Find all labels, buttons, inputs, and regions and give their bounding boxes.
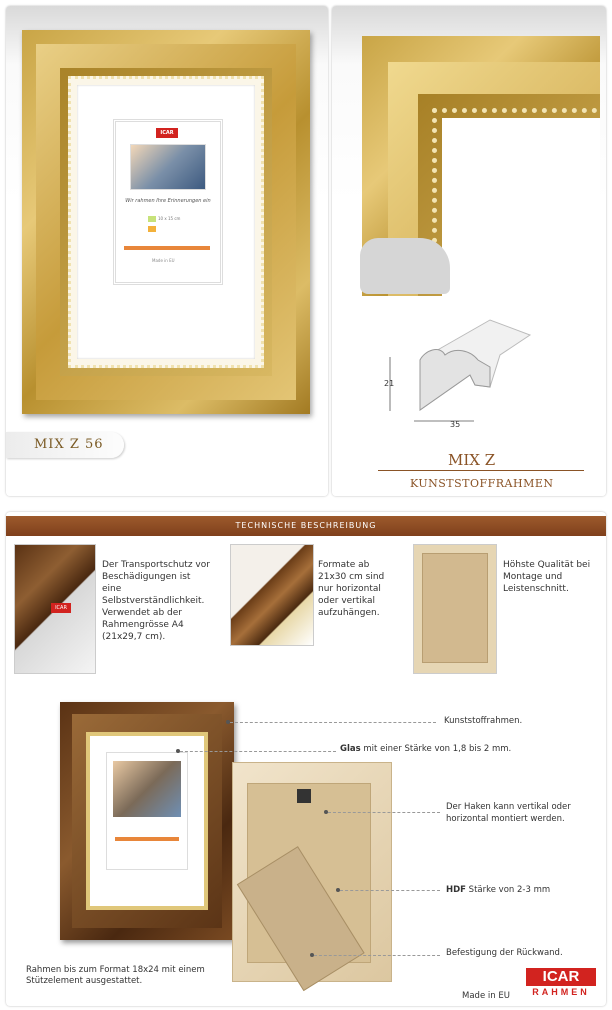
profile-height-label: 21: [384, 379, 395, 388]
brown-frame-front-image: [60, 702, 234, 940]
title-divider: [378, 470, 584, 471]
insert-photo: [130, 144, 206, 190]
insert-logo: ICAR: [156, 128, 178, 138]
callout-glass: [340, 744, 511, 754]
insert-card: [113, 119, 223, 285]
quality-text: Höhste Qualität bei Montage und Leistenschnitt.: [503, 560, 591, 594]
back-board-large-image: [232, 762, 392, 982]
frame-corner-closeup-image: [340, 16, 600, 296]
callout-hook: Der Haken kann vertikal oder horizontal montiert werden.: [446, 802, 571, 824]
icar-logo-top: ICAR: [526, 968, 596, 986]
profile-drawing: [380, 315, 540, 435]
icar-logo-bottom: RAHMEN: [532, 987, 590, 997]
made-in-label: Made in EU: [462, 991, 510, 1001]
callout-hdf-bold: HDF: [446, 885, 466, 895]
insert-script-text: Wir rahmen Ihre Erinnerungen ein: [125, 198, 211, 204]
callout-glass-text: mit einer Stärke von 1,8 bis 2 mm.: [360, 744, 512, 754]
callout-hdf: [446, 885, 550, 895]
callout-hdf-text: Stärke von 2-3 mm: [465, 885, 551, 895]
model-badge: [6, 432, 124, 458]
transport-corner-image: ICAR: [14, 544, 96, 674]
format-text: Formate ab 21x30 cm sind nur horizontal oder vertikal aufzuhängen.: [318, 560, 385, 618]
icar-logo: [526, 968, 596, 1002]
profile-width-label: 35: [450, 420, 461, 429]
insert-size-label: 10 x 15 cm: [158, 216, 181, 221]
transport-text: Der Transportschutz vor Beschädigungen ist eine Selbstverständlichkeit. Verwendet ab der Rahmengrösse A4 (21x29,7 cm).: [102, 560, 210, 642]
insert-made-text: Made in EU: [152, 258, 175, 263]
callout-back: Befestigung der Rückwand.: [446, 948, 563, 958]
gold-frame-front-image: [22, 30, 310, 414]
callout-support: Rahmen bis zum Format 18x24 mit einem Stützelement ausgestattet.: [26, 965, 205, 986]
callout-glass-bold: Glas: [340, 744, 361, 754]
model-badge-label: MIX Z 56: [34, 437, 104, 452]
back-board-image: [413, 544, 497, 674]
wood-corner-image: [230, 544, 314, 646]
product-name: MIX Z: [448, 451, 496, 469]
technical-header: TECHNISCHE BESCHREIBUNG: [6, 516, 606, 536]
callout-frame: Kunststoffrahmen.: [444, 716, 523, 726]
product-subtitle: KUNSTSTOFFRAHMEN: [410, 477, 554, 490]
